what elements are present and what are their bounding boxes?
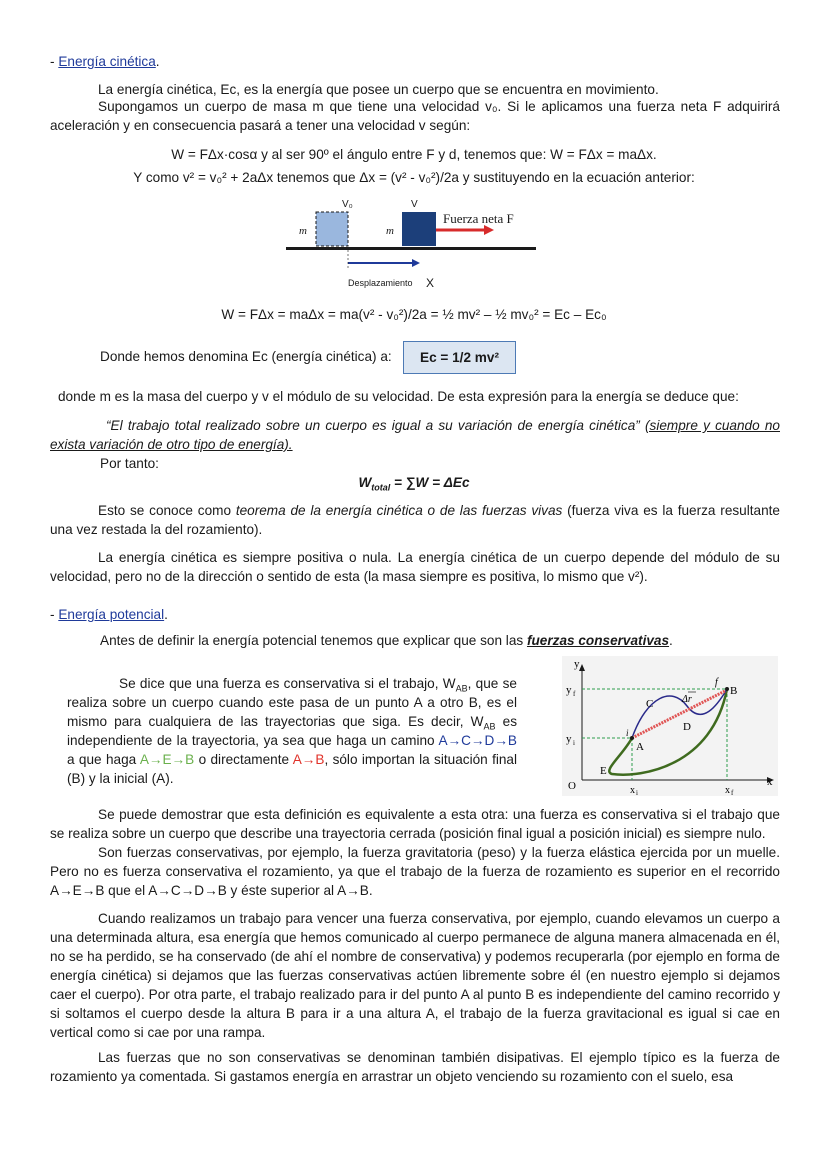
paragraph-where-m: donde m es la masa del cuerpo y v el módulo de su velocidad. De esta expresión para la energía se deduce que: [58, 389, 739, 404]
theorem-a: Esto se conoce como [98, 503, 236, 518]
wtotal-w: W [358, 475, 372, 490]
point-b [725, 687, 729, 691]
graph-c-label: C [646, 698, 654, 710]
graph-a-label: A [636, 741, 644, 753]
paragraph-dissipative: Las fuerzas que no son conservativas se denominan también disipativas. El ejemplo típico es la fuerza de rozamiento ya comentada. Si gastamos energía en arrastrar un objeto venciendo su rozamiento con el suelo, esa [50, 1050, 780, 1084]
cons-1: Se dice que una fuerza es conservativa si el trabajo, W [119, 676, 456, 691]
paragraph-def-ec: La energía cinética, Ec, es la energía que posee un cuerpo que se encuentra en movimiento. [98, 82, 659, 97]
graph-x-label: x [767, 776, 773, 788]
graph-b-label: B [730, 685, 738, 697]
graph-yf-label: y [566, 684, 572, 696]
equation-work: W = FΔx·cosα y al ser 90º el ángulo entre F y d, tenemos que: W = FΔx = maΔx. [171, 147, 657, 162]
graph-yf-sub: f [573, 690, 576, 698]
diagram-m2-label: m [386, 225, 394, 237]
theorem-name: teorema de la energía cinética o de las fuerzas vivas [235, 503, 563, 518]
path-ab: A→B [292, 752, 325, 767]
cons-2: , que se realiza sobre un cuerpo cuando este pasa de un punto A a otro B, es el mismo para cualquiera de las trayectorias que siga. Es decir, W [67, 676, 517, 729]
heading2-dot: . [164, 607, 168, 622]
heading2-title: Energía potencial [58, 607, 165, 622]
diagram-force-label: Fuerza neta F [443, 211, 514, 226]
graph-xi-sub: i [636, 789, 638, 796]
cons-3: es independiente de la trayectoria, ya sea que haga un camino [67, 714, 517, 748]
force-arrow-head [484, 225, 494, 235]
paragraph-examples: Son fuerzas conservativas, por ejemplo, la fuerza gravitatoria (peso) y la fuerza elástica ejercida por un muelle. Pero no es fuerza conservativa el rozamiento, ya que el trabajo de la fuerza de rozamiento es superior en el recorrido A→E→B que el A→C→D→B y éste superior al A→B. [50, 845, 780, 898]
paragraph-conservative-def [67, 674, 517, 788]
paragraph-closed-path: Se puede demostrar que esta definición es equivalente a esta otra: una fuerza es conservativa si el trabajo que se realiza sobre un cuerpo que describe una trayectoria cerrada (posición final igual a posición inicial) es siempre nulo. [50, 807, 780, 841]
heading-dash: - [50, 54, 59, 69]
graph-background [562, 656, 778, 796]
force-diagram [280, 190, 550, 294]
paragraph-positive: La energía cinética es siempre positiva o nula. La energía cinética de un cuerpo depende del módulo de su velocidad, pero no de la dirección o sentido de esta (la masa siempre es positiva, lo mismo que v²). [50, 550, 780, 584]
quote-text: “El trabajo total realizado sobre un cuerpo es igual a su variación de energía cinética” [106, 418, 640, 433]
heading-title: Energía cinética [58, 54, 156, 69]
equation-work-ec: W = FΔx = maΔx = ma(v² - v₀²)/2a = ½ mv² – ½ mv₀² = Ec – Ec₀ [221, 307, 607, 322]
point-a [630, 736, 634, 740]
heading-dot: . [155, 54, 160, 69]
path-aeb: A→E→B [139, 752, 195, 767]
graph-y-label: y [574, 658, 580, 670]
block-final [402, 212, 436, 246]
before-define-c: . [669, 633, 673, 648]
graph-yi-label: y [566, 733, 572, 745]
wtotal-rest: = ∑W = ΔEc [390, 475, 470, 490]
quote-condition: (siempre y cuando no exista variación de otro tipo de energía). [50, 418, 780, 452]
before-define-a: Antes de definir la energía potencial tenemos que explicar que son las [100, 633, 527, 648]
graph-e-label: E [600, 765, 607, 777]
paragraph-theorem [50, 501, 780, 539]
graph-i-label: i [626, 728, 629, 738]
theorem-quote [50, 416, 780, 454]
cons-sub-1: AB [455, 683, 468, 694]
paragraph-before-define [100, 631, 673, 650]
trajectory-graph [562, 656, 778, 796]
graph-f-label: f [715, 677, 718, 688]
cons-5: o directamente [194, 752, 293, 767]
cons-4: a que haga [67, 752, 140, 767]
fuerzas-conservativas: fuerzas conservativas [526, 633, 670, 648]
diagram-v-label: V [411, 199, 418, 210]
paragraph-suppose: Supongamos un cuerpo de masa m que tiene una velocidad v₀. Si le aplicamos una fuerza neta F adquirirá aceleración y en consecuencia pasará a tener una velocidad v según: [50, 99, 780, 133]
diagram-disp-label: Desplazamiento [348, 278, 413, 288]
graph-xf-sub: f [731, 789, 734, 796]
wtotal-sub: total [371, 482, 391, 493]
theorem-c: (fuerza viva es la fuerza resultante una vez restada la del rozamiento). [50, 503, 780, 537]
paragraph-stored-energy: Cuando realizamos un trabajo para vencer una fuerza conservativa, por ejemplo, cuando elevamos un cuerpo a una determinada altura, esa energía que hemos comunicado al cuerpo permanece de alguna manera almacenada en él, no se ha perdido, se ha conservado (de ahí el nombre de conservativa) y podemos recuperarla (por ejemplo en forma de energía cinética) si dejamos que las fuerzas conservativas actúen libremente sobre él (en nuestro ejemplo si dejamos caer el cuerpo). Por otra parte, el trabajo realizado para ir del punto A al punto B es independiente del camino recorrido y si soltamos el cuerpo desde la altura B para ir a una altura A, el trabajo de la fuerza gravitacional es igual si cae en vertical como si cae por una rampa. [50, 911, 780, 1040]
graph-xi-label: x [630, 785, 635, 796]
equation-wtotal [0, 473, 828, 492]
ground-line [286, 247, 536, 250]
heading-energia-potencial [50, 605, 168, 624]
graph-yi-sub: i [573, 739, 575, 747]
displacement-arrow-head [412, 259, 420, 267]
diagram-m1-label: m [299, 225, 307, 237]
por-tanto: Por tanto: [100, 456, 159, 471]
cons-6: , sólo importan la situación final (B) y la inicial (A). [67, 752, 518, 786]
block-initial [316, 212, 348, 246]
path-acdb: A→C→D→B [438, 733, 517, 748]
heading-energia-cinetica [50, 52, 160, 71]
heading2-dash: - [50, 607, 59, 622]
diagram-x-label: X [426, 276, 435, 290]
definition-text: Donde hemos denomina Ec (energía cinética) a: [100, 349, 392, 364]
graph-d-label: D [683, 721, 691, 733]
graph-xf-label: x [725, 785, 730, 796]
cons-sub-2: AB [483, 721, 496, 732]
graph-origin-label: O [568, 780, 576, 792]
equation-kinematic: Y como v² = v₀² + 2aΔx tenemos que Δx = (v² - v₀²)/2a y sustituyendo en la ecuación anterior: [133, 170, 695, 185]
diagram-v0-label: V₀ [342, 199, 353, 210]
definition-formula-box: Ec = 1/2 mv² [403, 341, 516, 374]
graph-dr-label: Δr [682, 694, 692, 705]
